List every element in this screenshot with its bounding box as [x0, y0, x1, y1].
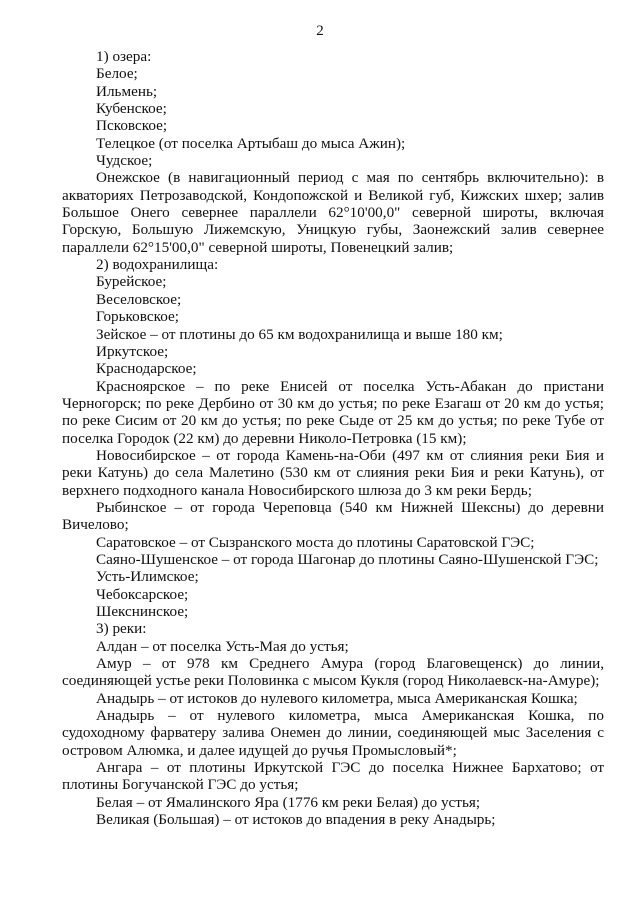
list-item: Онежское (в навигационный период с мая по сентябрь включительно): в акваториях Петрозаводской, Кондопожской и Великой губ, Кижских шхер; залив Большое Онего севернее параллели 62°10'00,0" северной широты, включая Горскую, Большую Лижемскую, Уницкую губы, Заонежский залив севернее параллели 62°15'00,0" северной широты, Повенецкий залив;: [62, 169, 604, 256]
list-item: Кубенское;: [96, 100, 167, 118]
page-number: 2: [316, 23, 324, 39]
list-item: Новосибирское – от города Камень-на-Оби (497 км от слияния реки Бия и реки Катунь) до села Малетино (530 км от слияния реки Бия и реки Катунь), от верхнего подходного канала Новосибирского шлюза до 3 км реки Бердь;: [62, 446, 604, 499]
list-item: Саяно-Шушенское – от города Шагонар до плотины Саяно-Шушенской ГЭС;: [96, 550, 599, 568]
list-item: Великая (Большая) – от истоков до впадения в реку Анадырь;: [96, 811, 496, 829]
section-heading-lakes: 1) озера:: [96, 48, 152, 65]
section-heading-rivers: 3) реки:: [96, 620, 147, 638]
list-item: Иркутское;: [96, 342, 169, 360]
list-item: Алдан – от поселка Усть-Мая до устья;: [96, 637, 349, 655]
list-item: Ангара – от плотины Иркутской ГЭС до поселка Нижнее Бархатово; от плотины Богучанской ГЭС до устья;: [62, 759, 604, 794]
list-item: Усть-Илимское;: [96, 568, 199, 586]
list-item: Саратовское – от Сызранского моста до плотины Саратовской ГЭС;: [96, 533, 535, 551]
list-item: Амур – от 978 км Среднего Амура (город Благовещенск) до линии, соединяющей устье реки Половинка с мысом Кукля (город Николаевск-на-Амуре);: [62, 655, 604, 690]
list-item: Анадырь – от нулевого километра, мыса Американская Кошка, по судоходному фарватеру залива Онемен до линии, соединяющей мыс Заселения с островом Алюмка, и далее идущей до ручья Промысловый*;: [62, 707, 604, 759]
list-item: Горьковское;: [96, 308, 179, 326]
document-body: [62, 48, 604, 828]
list-item: Белая – от Ямалинского Яра (1776 км реки Белая) до устья;: [96, 793, 481, 811]
list-item: Рыбинское – от города Череповца (540 км Нижней Шексны) до деревни Вичелово;: [62, 498, 604, 534]
list-item: Красноярское – по реке Енисей от поселка Усть-Абакан до пристани Черногорск; по реке Дербино от 30 км до устья; по реке Езагаш от 20 км до устья; по реке Сисим от 20 км до устья; по реке Сыде от 25 км до устья; по реке Тубе от поселка Городок (22 км) до деревни Николо-Петровка (15 км);: [62, 377, 604, 447]
list-item: Краснодарское;: [96, 360, 197, 378]
list-item: Анадырь – от истоков до нулевого километра, мыса Американская Кошка;: [96, 689, 578, 707]
list-item: Телецкое (от поселка Артыбаш до мыса Ажин);: [96, 134, 406, 152]
list-item: Зейское – от плотины до 65 км водохранилища и выше 180 км;: [96, 325, 503, 343]
list-item: Белое;: [96, 65, 138, 83]
list-item: Веселовское;: [96, 290, 182, 308]
list-item: Бурейское;: [96, 273, 167, 291]
list-item: Чудское;: [96, 152, 153, 170]
list-item: Ильмень;: [96, 82, 158, 100]
list-item: Чебоксарское;: [96, 585, 189, 603]
list-item: Шекснинское;: [96, 603, 189, 620]
list-item: Псковское;: [96, 117, 168, 135]
section-heading-reservoirs: 2) водохранилища:: [96, 256, 219, 274]
